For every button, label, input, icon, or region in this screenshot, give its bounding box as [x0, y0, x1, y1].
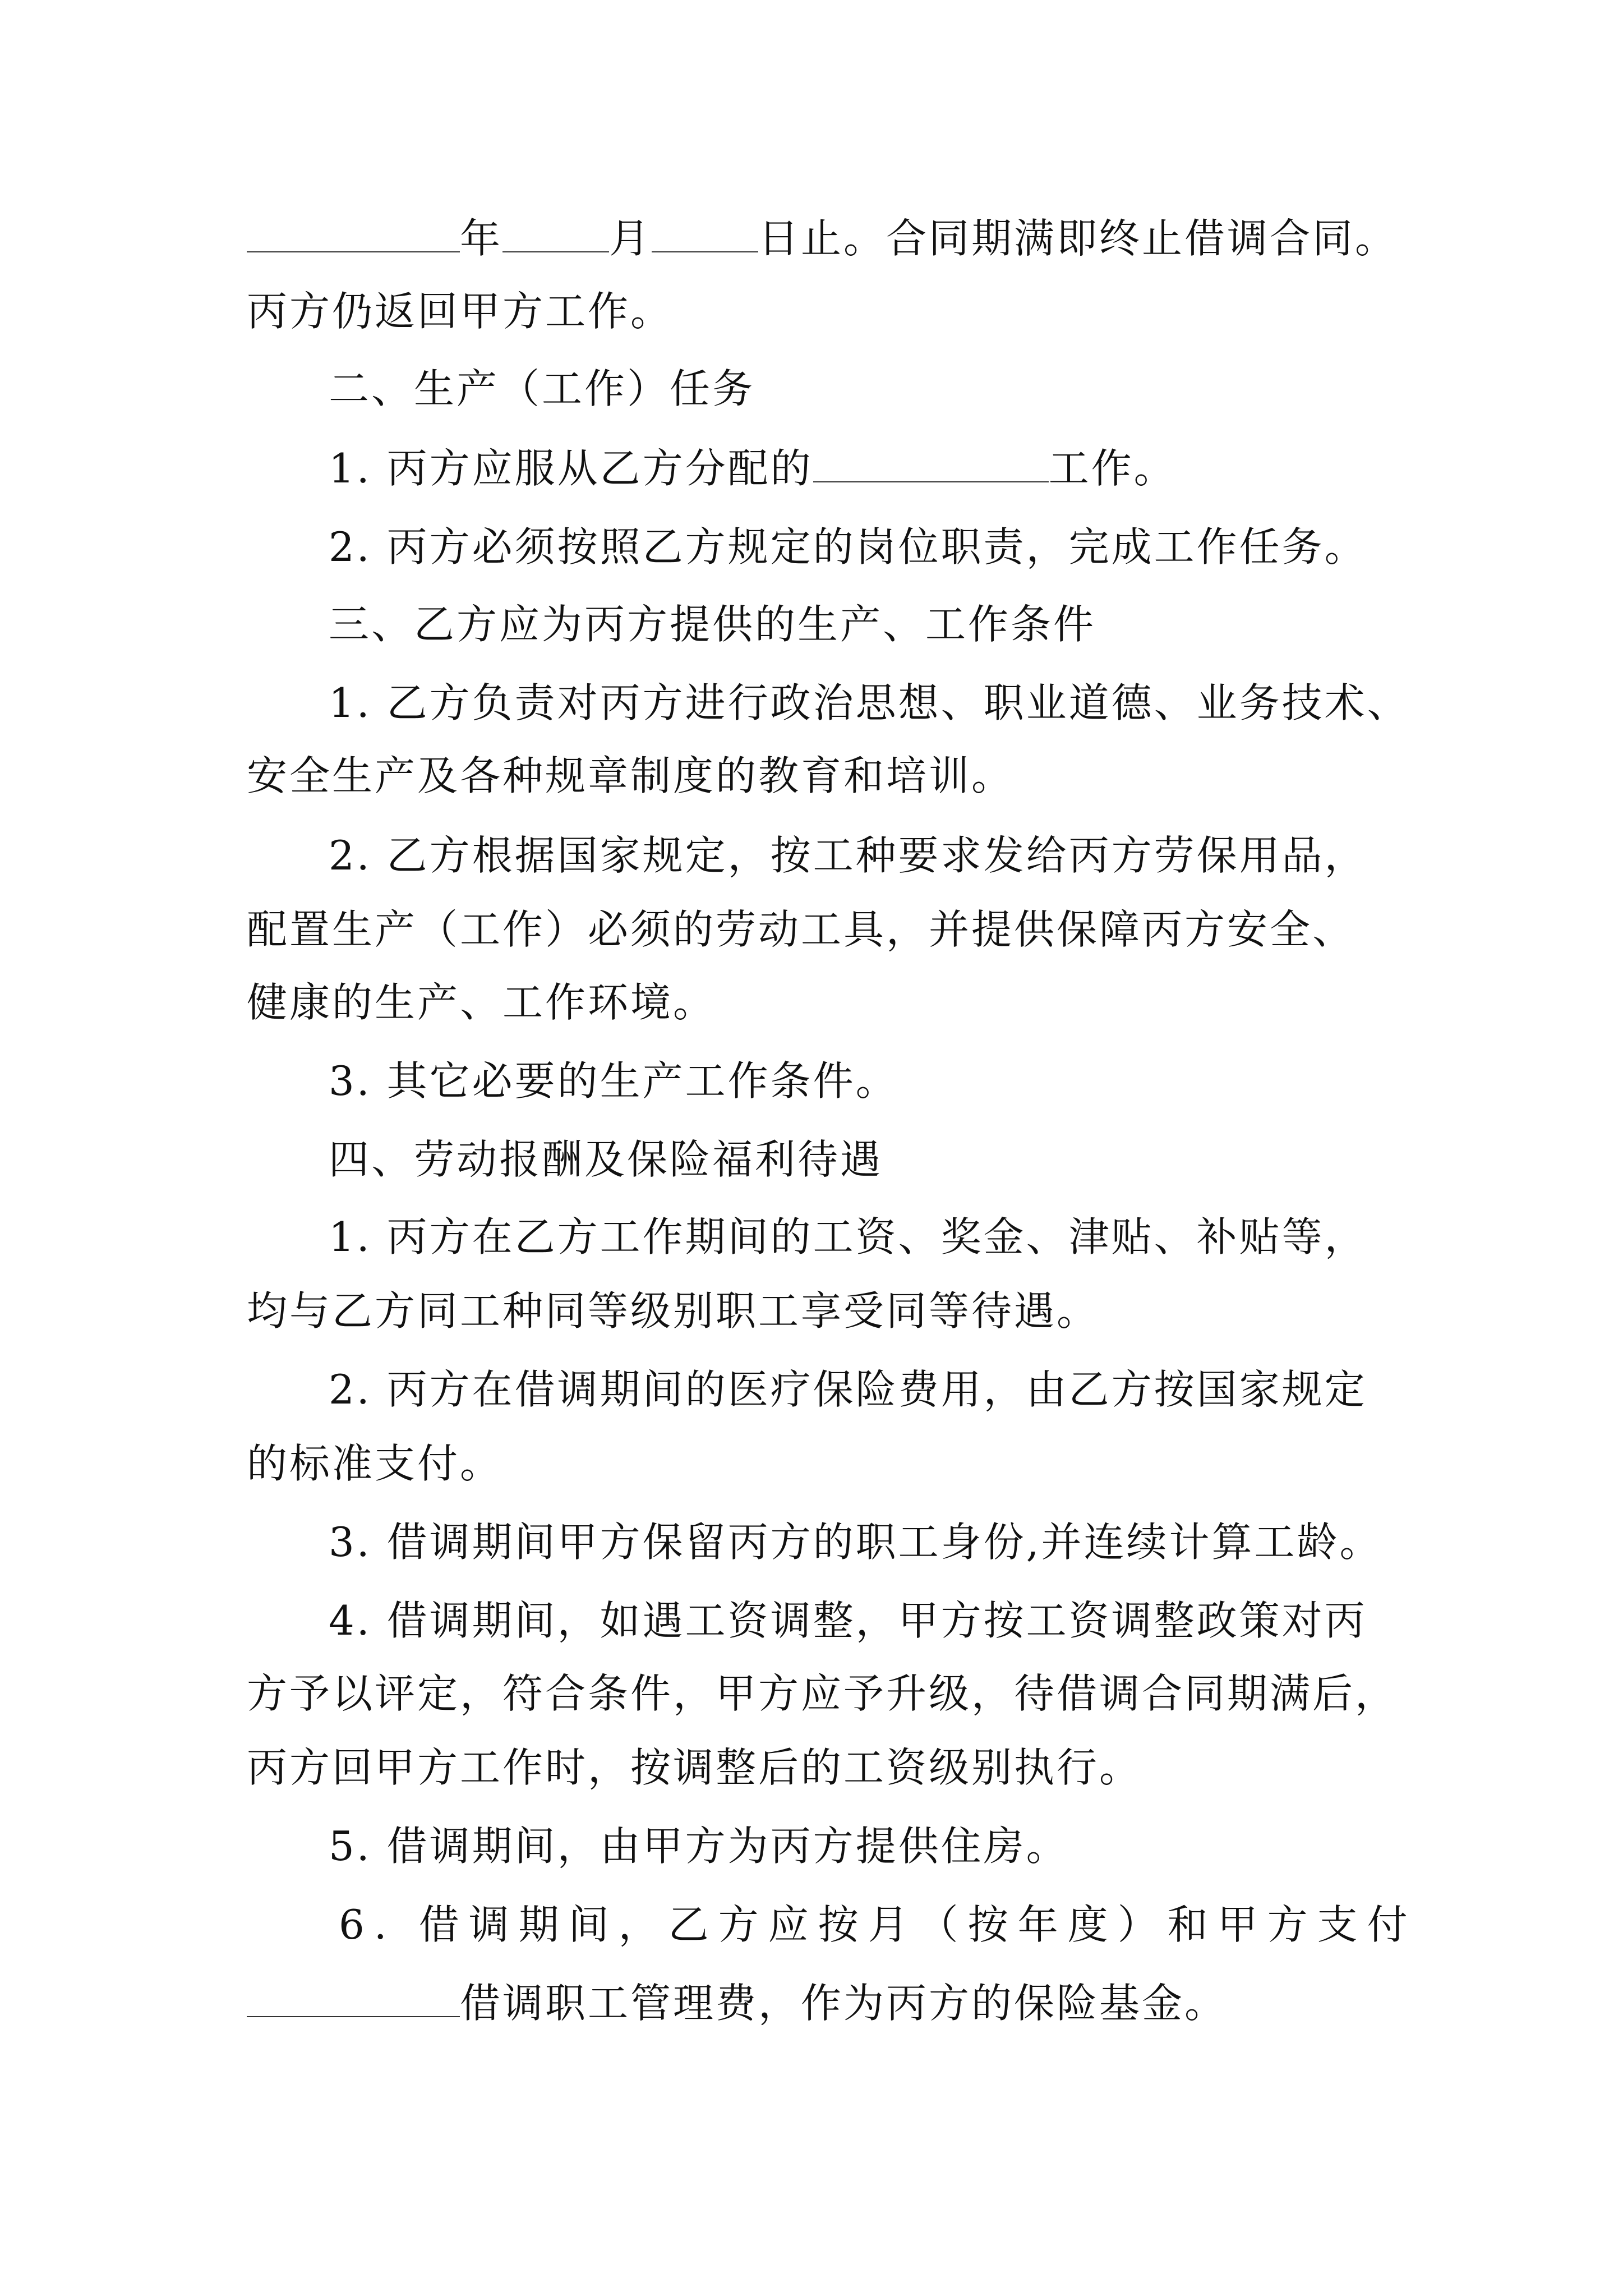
s4-item-3: 3. 借调期间甲方保留丙方的职工身份,并连续计算工龄。: [329, 1519, 1382, 1566]
s4-item-5: 5. 借调期间，由甲方为丙方提供住房。: [329, 1823, 1069, 1870]
s4-item-4-line-2: 方予以评定，符合条件，甲方应予升级，待借调合同期满后，: [247, 1670, 1398, 1717]
section-heading-3: 三、乙方应为丙方提供的生产、工作条件: [329, 601, 1096, 648]
s2-item-1-suffix: 工作。: [1048, 445, 1177, 492]
s4-item-2-line-1: 2. 丙方在借调期间的医疗保险费用，由乙方按国家规定: [329, 1366, 1367, 1413]
s4-item-4-line-1: 4. 借调期间，如遇工资调整，甲方按工资调整政策对丙: [329, 1597, 1367, 1644]
s4-item-6-line-2: [247, 1975, 1227, 2031]
s3-item-2-line-2: 配置生产（工作）必须的劳动工具，并提供保障丙方安全、: [247, 906, 1355, 953]
management-fee-blank: [247, 1977, 460, 2017]
s3-item-2-line-1: 2. 乙方根据国家规定，按工种要求发给丙方劳保用品，: [329, 832, 1367, 879]
month-label: 月: [609, 215, 652, 262]
day-label-and-text: 日止。合同期满即终止借调合同。: [758, 215, 1398, 262]
section-heading-4: 四、劳动报酬及保险福利待遇: [329, 1136, 883, 1183]
s4-item-2-line-2: 的标准支付。: [247, 1440, 503, 1487]
paragraph-line: 丙方仍返回甲方工作。: [247, 288, 674, 335]
s4-item-1-line-2: 均与乙方同工种同等级别职工享受同等待遇。: [247, 1287, 1100, 1335]
s2-item-2: 2. 丙方必须按照乙方规定的岗位职责，完成工作任务。: [329, 523, 1367, 570]
section-heading-2: 二、生产（工作）任务: [329, 365, 755, 412]
day-blank: [652, 212, 758, 252]
work-type-blank: [813, 442, 1049, 482]
s2-item-1-prefix: 1. 丙方应服从乙方分配的: [329, 445, 813, 492]
contract-end-date-line: [247, 210, 1398, 266]
month-blank: [502, 212, 609, 252]
s3-item-2-line-3: 健康的生产、工作环境。: [247, 979, 716, 1026]
s4-item-4-line-3: 丙方回甲方工作时，按调整后的工资级别执行。: [247, 1744, 1142, 1791]
s3-item-3: 3. 其它必要的生产工作条件。: [329, 1057, 898, 1105]
s3-item-1-line-1: 1. 乙方负责对丙方进行政治思想、职业道德、业务技术、: [329, 679, 1410, 726]
s4-item-6-line-2-text: 借调职工管理费，作为丙方的保险基金。: [460, 1980, 1228, 2027]
s4-item-6-line-1: 6. 借调期间，乙方应按月（按年度）和甲方支付: [339, 1901, 1417, 1948]
s2-item-1: [329, 440, 1177, 496]
year-blank: [247, 212, 460, 252]
s4-item-1-line-1: 1. 丙方在乙方工作期间的工资、奖金、津贴、补贴等，: [329, 1213, 1367, 1260]
s3-item-1-line-2: 安全生产及各种规章制度的教育和培训。: [247, 752, 1015, 799]
year-label: 年: [460, 215, 503, 262]
